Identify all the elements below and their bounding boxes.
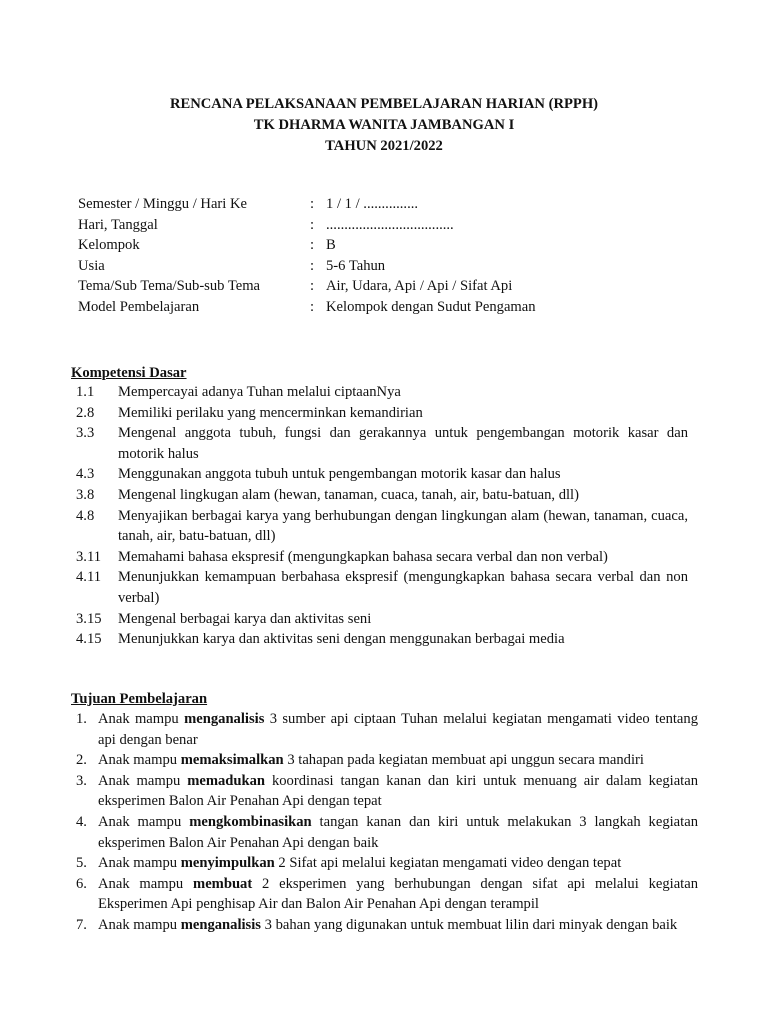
item-text: Menunjukkan karya dan aktivitas seni dengan menggunakan berbagai media bbox=[118, 631, 565, 648]
item-number: 6. bbox=[76, 875, 87, 892]
item-number: 5. bbox=[76, 855, 87, 872]
item-text-pre: Anak mampu bbox=[98, 916, 181, 933]
item-text bbox=[98, 709, 698, 750]
info-value: Kelompok dengan Sudut Pengaman bbox=[326, 298, 536, 315]
item-text-post: 3 sumber api ciptaan Tuhan melalui kegiatan mengamati video tentang api dengan benar bbox=[98, 711, 698, 748]
info-colon: : bbox=[310, 278, 315, 295]
item-text-pre: Anak mampu bbox=[98, 711, 185, 727]
info-colon: : bbox=[310, 298, 315, 315]
list-item bbox=[70, 771, 698, 812]
item-text: Mengenal anggota tubuh, fungsi dan gerakannya untuk pengembangan motorik kasar dan motorik halus bbox=[118, 425, 688, 462]
tujuan-pembelajaran-list bbox=[70, 709, 698, 936]
tujuan-pembelajaran-heading: Tujuan Pembelajaran bbox=[71, 691, 208, 707]
item-text bbox=[98, 771, 698, 812]
info-colon: : bbox=[310, 216, 315, 233]
item-text bbox=[98, 812, 698, 853]
item-number: 4.11 bbox=[76, 569, 101, 586]
list-item bbox=[70, 506, 688, 547]
item-keyword: memaksimalkan bbox=[180, 752, 284, 769]
info-label: Tema/Sub Tema/Sub-sub Tema bbox=[78, 278, 261, 295]
info-label: Hari, Tanggal bbox=[78, 216, 158, 233]
item-number: 1. bbox=[76, 711, 87, 727]
info-row bbox=[78, 235, 718, 256]
item-text: Memiliki perilaku yang mencerminkan kemandirian bbox=[118, 404, 423, 421]
list-item bbox=[70, 629, 688, 650]
list-item bbox=[70, 609, 688, 630]
info-value: ................................... bbox=[326, 216, 454, 233]
item-number: 3. bbox=[76, 772, 87, 789]
list-item bbox=[70, 812, 698, 853]
item-text: Menyajikan berbagai karya yang berhubungan dengan lingkungan alam (hewan, tanaman, cuaca, tanah, air, batu-batuan, dll) bbox=[118, 507, 688, 545]
item-text: Menggunakan anggota tubuh untuk pengembangan motorik kasar dan halus bbox=[118, 466, 561, 483]
title-line-2: TK DHARMA WANITA JAMBANGAN I bbox=[253, 117, 515, 133]
list-item bbox=[70, 403, 688, 424]
item-text-post: 2 eksperimen yang berhubungan dengan sifat api melalui kegiatan Eksperimen Api penghisap Air dan Balon Air Penahan Api dengan terampil bbox=[98, 875, 698, 913]
item-text: Memahami bahasa ekspresif (mengungkapkan bahasa secara verbal dan non verbal) bbox=[118, 548, 608, 565]
info-colon: : bbox=[310, 237, 315, 254]
item-number: 7. bbox=[76, 916, 87, 933]
item-text bbox=[98, 750, 698, 771]
document-title bbox=[0, 94, 768, 157]
info-colon: : bbox=[310, 257, 315, 274]
list-item bbox=[70, 382, 688, 403]
item-keyword: menganalisis bbox=[180, 916, 261, 933]
item-text-post: 3 tahapan pada kegiatan membuat api unggun secara mandiri bbox=[283, 752, 644, 769]
item-text-pre: Anak mampu bbox=[98, 855, 181, 872]
item-text-post: 2 Sifat api melalui kegiatan mengamati video dengan tepat bbox=[274, 855, 622, 872]
item-text-pre: Anak mampu bbox=[98, 875, 194, 892]
item-number: 2.8 bbox=[76, 404, 95, 421]
info-value: 1 / 1 / ............... bbox=[326, 196, 419, 212]
item-text: Mengenal berbagai karya dan aktivitas seni bbox=[118, 610, 372, 627]
list-item bbox=[70, 567, 688, 608]
item-number: 3.15 bbox=[76, 610, 102, 627]
item-text-post: tangan kanan dan kiri untuk melakukan 3 langkah kegiatan eksperimen Balon Air Penahan Api dengan baik bbox=[98, 813, 698, 851]
item-keyword: menyimpulkan bbox=[180, 855, 275, 872]
item-text: Mengenal lingkugan alam (hewan, tanaman, cuaca, tanah, air, batu-batuan, dll) bbox=[118, 486, 579, 503]
info-label: Usia bbox=[78, 257, 105, 274]
list-item bbox=[70, 709, 698, 750]
item-text: Menunjukkan kemampuan berbahasa ekspresif (mengungkapkan bahasa secara verbal dan non verbal) bbox=[118, 569, 688, 606]
item-text-post: koordinasi tangan kanan dan kiri untuk menuang air dalam kegiatan eksperimen Balon Air Penahan Api dengan tepat bbox=[98, 772, 698, 810]
item-number: 4.15 bbox=[76, 631, 102, 648]
item-number: 3.3 bbox=[76, 425, 95, 442]
item-keyword: membuat bbox=[193, 875, 253, 892]
item-number: 4.3 bbox=[76, 466, 95, 483]
item-text bbox=[98, 874, 698, 915]
item-number: 2. bbox=[76, 752, 87, 769]
info-label: Kelompok bbox=[78, 237, 140, 254]
item-text bbox=[98, 915, 698, 936]
item-text-pre: Anak mampu bbox=[98, 813, 190, 830]
item-text-pre: Anak mampu bbox=[98, 772, 188, 789]
title-line-3: TAHUN 2021/2022 bbox=[325, 138, 443, 154]
item-number: 4.8 bbox=[76, 507, 95, 524]
info-label: Semester / Minggu / Hari Ke bbox=[78, 196, 248, 212]
item-keyword: mengkombinasikan bbox=[189, 813, 312, 830]
item-number: 4. bbox=[76, 813, 87, 830]
info-label: Model Pembelajaran bbox=[78, 298, 200, 315]
item-keyword: menganalisis bbox=[184, 711, 265, 727]
kompetensi-dasar-list bbox=[70, 382, 688, 650]
list-item bbox=[70, 485, 688, 506]
item-text bbox=[98, 853, 698, 874]
kompetensi-dasar-heading: Kompetensi Dasar bbox=[71, 365, 187, 381]
list-item bbox=[70, 915, 698, 936]
info-row bbox=[78, 256, 718, 277]
item-number: 1.1 bbox=[76, 384, 95, 400]
title-line-1: RENCANA PELAKSANAAN PEMBELAJARAN HARIAN (RPPH) bbox=[169, 96, 599, 112]
info-value: 5-6 Tahun bbox=[326, 257, 386, 274]
info-row bbox=[78, 215, 718, 236]
list-item bbox=[70, 853, 698, 874]
item-text: Mempercayai adanya Tuhan melalui ciptaanNya bbox=[118, 384, 401, 400]
info-colon: : bbox=[310, 196, 315, 212]
info-row bbox=[78, 194, 718, 215]
list-item bbox=[70, 750, 698, 771]
item-text-post: 3 bahan yang digunakan untuk membuat lilin dari minyak dengan baik bbox=[260, 916, 678, 933]
list-item bbox=[70, 464, 688, 485]
info-value: B bbox=[326, 237, 336, 254]
list-item bbox=[70, 547, 688, 568]
info-value: Air, Udara, Api / Api / Sifat Api bbox=[326, 278, 513, 295]
info-table bbox=[78, 194, 718, 318]
info-row bbox=[78, 276, 718, 297]
info-row bbox=[78, 297, 718, 318]
item-text-pre: Anak mampu bbox=[98, 752, 181, 769]
item-number: 3.8 bbox=[76, 486, 95, 503]
list-item bbox=[70, 423, 688, 464]
item-keyword: memadukan bbox=[187, 772, 266, 789]
item-number: 3.11 bbox=[76, 548, 101, 565]
list-item bbox=[70, 874, 698, 915]
